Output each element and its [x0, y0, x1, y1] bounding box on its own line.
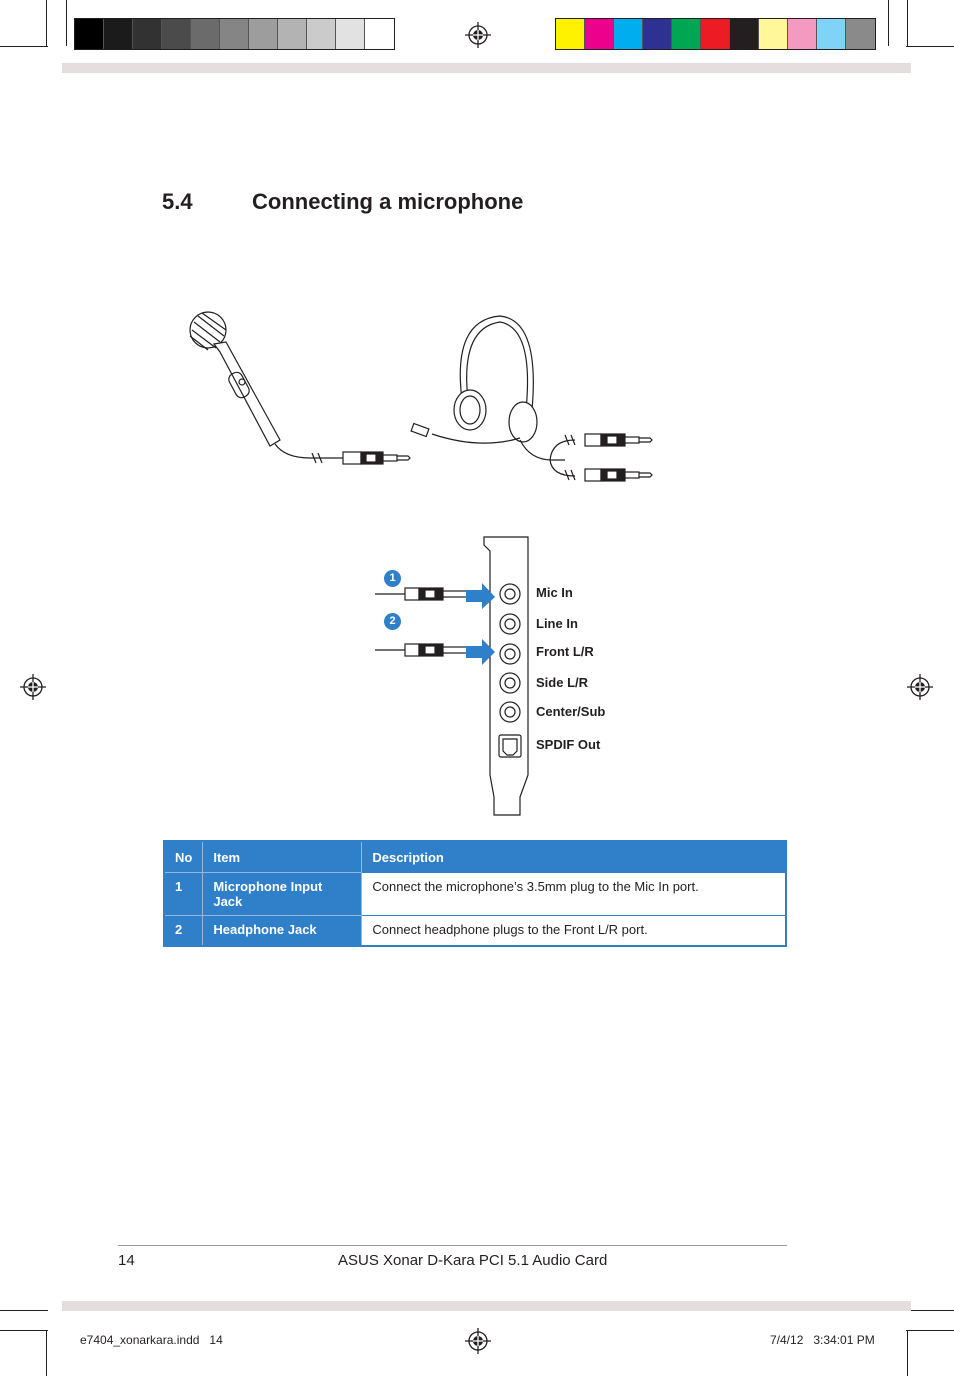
color-swatch — [249, 19, 278, 49]
color-swatch — [730, 19, 759, 49]
section-number: 5.4 — [162, 189, 193, 214]
table-row — [164, 916, 786, 946]
column-header-no: No — [164, 841, 203, 873]
section-title: Connecting a microphone — [252, 189, 524, 214]
process-color-bar — [555, 18, 876, 50]
registration-mark-icon — [465, 22, 491, 48]
table-row — [164, 873, 786, 916]
page-number: 14 — [118, 1252, 135, 1269]
color-swatch — [133, 19, 162, 49]
column-header-description: Description — [362, 841, 786, 873]
column-header-item: Item — [203, 841, 362, 873]
crop-mark — [0, 1330, 48, 1331]
port-label-mic-in: Mic In — [536, 585, 573, 600]
color-swatch — [191, 19, 220, 49]
footer-title: ASUS Xonar D-Kara PCI 5.1 Audio Card — [338, 1252, 608, 1269]
crop-mark — [906, 46, 954, 47]
color-swatch — [817, 19, 846, 49]
color-swatch — [278, 19, 307, 49]
print-band-bottom — [62, 1301, 911, 1311]
color-swatch — [759, 19, 788, 49]
color-swatch — [701, 19, 730, 49]
row-item: Headphone Jack — [203, 916, 362, 946]
registration-mark-icon — [907, 674, 933, 700]
callout-badge-2: 2 — [384, 613, 401, 630]
connection-table — [163, 840, 787, 947]
slug-timestamp: 7/4/12 3:34:01 PM — [770, 1333, 875, 1347]
color-swatch — [788, 19, 817, 49]
row-number: 2 — [164, 916, 203, 946]
color-swatch — [643, 19, 672, 49]
print-band-top — [62, 63, 911, 73]
color-swatch — [336, 19, 365, 49]
headset-icon — [411, 316, 575, 476]
color-swatch — [162, 19, 191, 49]
row-description: Connect the microphone’s 3.5mm plug to the Mic In port. — [362, 873, 786, 916]
crop-mark — [906, 1310, 954, 1311]
row-item: Microphone Input Jack — [203, 873, 362, 916]
color-swatch — [585, 19, 614, 49]
row-number: 1 — [164, 873, 203, 916]
color-swatch — [556, 19, 585, 49]
port-label-line-in: Line In — [536, 616, 578, 631]
crop-mark — [66, 0, 67, 46]
crop-mark — [906, 1330, 954, 1331]
crop-mark — [0, 46, 48, 47]
handheld-microphone-icon — [190, 312, 345, 458]
crop-mark — [888, 0, 889, 46]
color-swatch — [307, 19, 336, 49]
port-label-spdif-out: SPDIF Out — [536, 737, 601, 752]
slug-filename: e7404_xonarkara.indd 14 — [80, 1333, 223, 1347]
color-swatch — [672, 19, 701, 49]
registration-mark-icon — [465, 1328, 491, 1354]
crop-mark — [46, 0, 47, 46]
microphone-headset-illustration — [180, 300, 670, 500]
color-swatch — [365, 19, 394, 49]
color-swatch — [75, 19, 104, 49]
color-swatch — [104, 19, 133, 49]
headset-plugs-icon — [565, 434, 652, 481]
port-label-front-lr: Front L/R — [536, 644, 594, 659]
crop-mark — [907, 0, 908, 46]
grayscale-color-bar — [74, 18, 395, 50]
footer-rule — [118, 1245, 787, 1246]
spdif-port — [499, 735, 521, 757]
port-label-side-lr: Side L/R — [536, 675, 589, 690]
color-swatch — [846, 19, 875, 49]
row-description: Connect headphone plugs to the Front L/R port. — [362, 916, 786, 946]
port-label-center-sub: Center/Sub — [536, 704, 606, 719]
color-swatch — [614, 19, 643, 49]
crop-mark — [46, 1330, 47, 1376]
callout-badge-1: 1 — [384, 570, 401, 587]
crop-mark — [0, 1310, 48, 1311]
crop-mark — [907, 1330, 908, 1376]
registration-mark-icon — [20, 674, 46, 700]
table-header-row — [164, 841, 786, 873]
color-swatch — [220, 19, 249, 49]
